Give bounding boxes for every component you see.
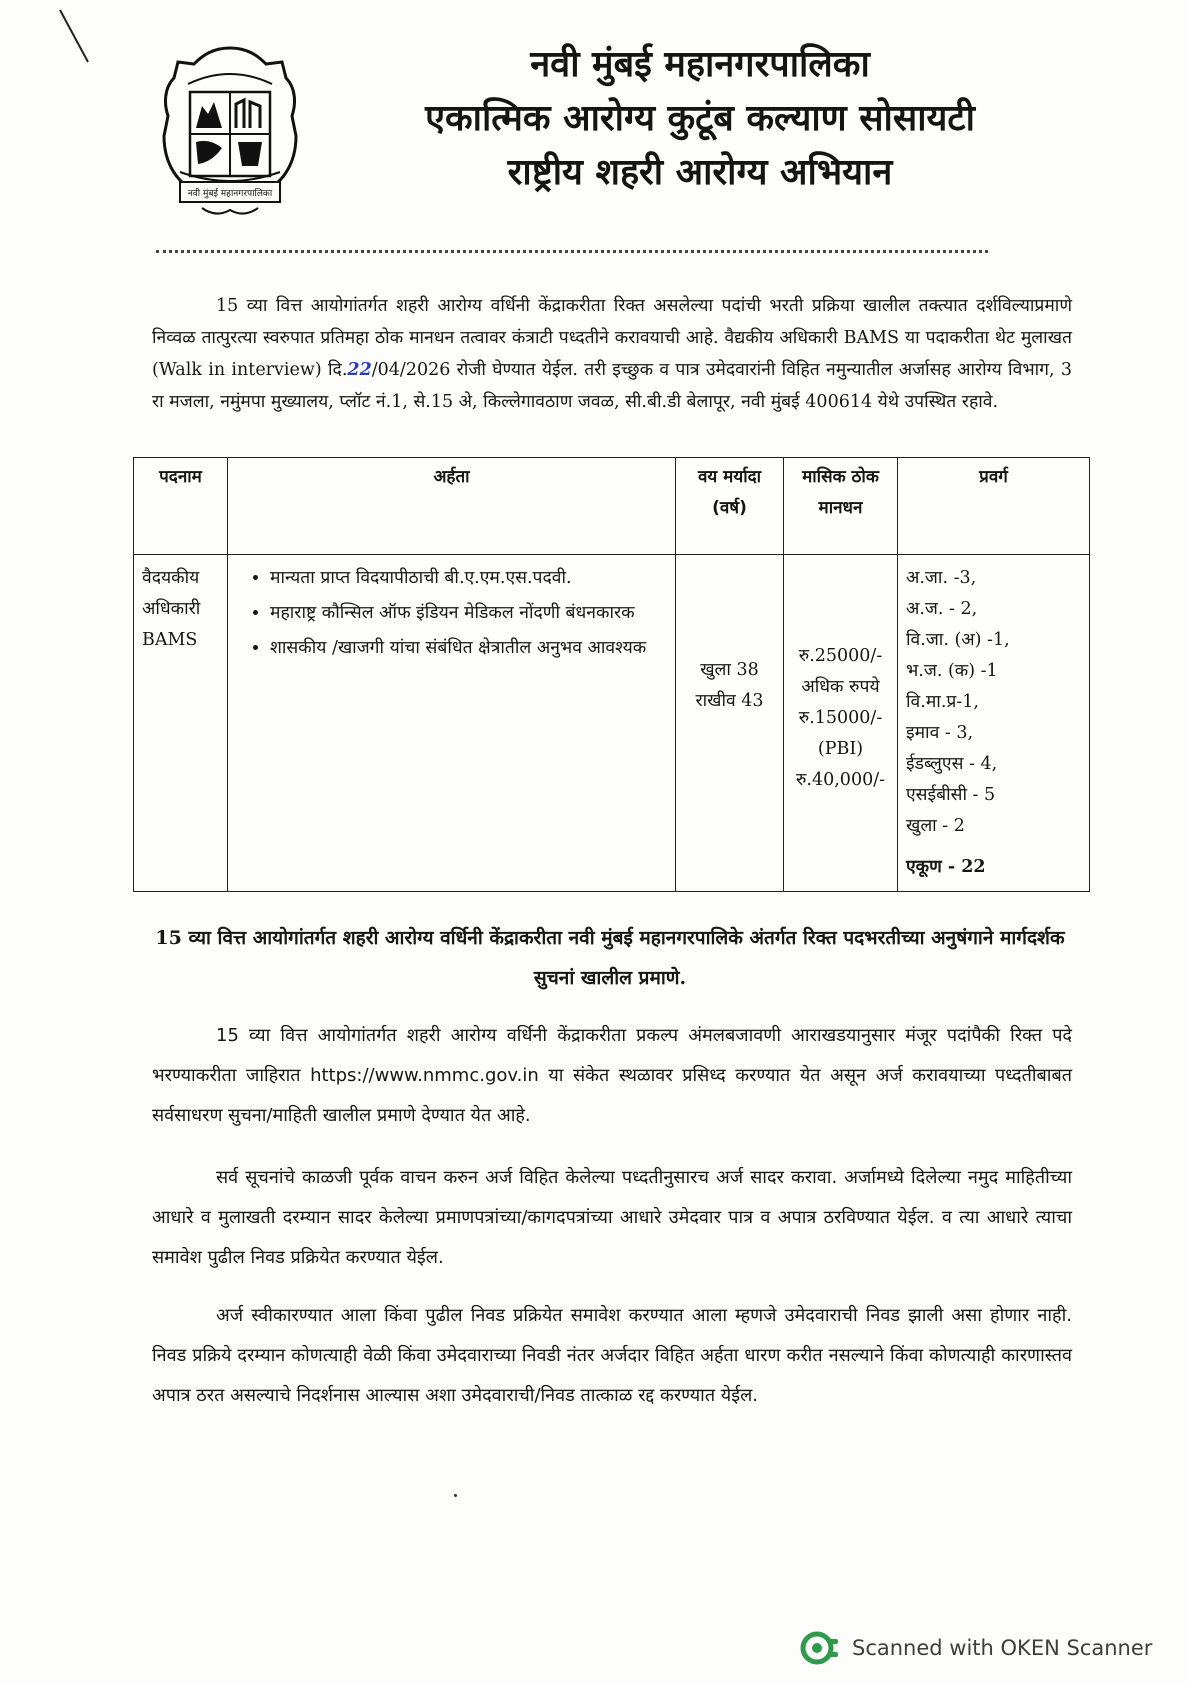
- scanner-watermark: [800, 1630, 1152, 1666]
- header-divider: [156, 250, 988, 253]
- watermark-text: Scanned with OKEN Scanner: [852, 1636, 1153, 1660]
- category-line: वि.जा. (अ) -1,: [906, 630, 1010, 650]
- header-line-2: एकात्मिक आरोग्य कुटूंब कल्याण सोसायटी: [425, 98, 975, 139]
- table-header-row: [134, 458, 1090, 555]
- table-row: [134, 555, 1090, 892]
- qualification-item: • मान्यता प्राप्त विदयापीठाची बी.ए.एम.एस.पदवी.: [270, 563, 667, 594]
- post-line: अधिकारी: [142, 599, 201, 619]
- pay-line: रु.25000/-: [798, 646, 883, 666]
- category-line: अ.जा. -3,: [906, 568, 977, 588]
- handwritten-date: 22: [347, 360, 372, 380]
- qualification-item: • शासकीय /खाजगी यांचा संबंधित क्षेत्रातील अनुभव आवश्यक: [270, 633, 667, 664]
- document-header: [380, 38, 1020, 200]
- category-line: इमाव - 3,: [906, 723, 974, 743]
- header-qualification: अर्हता: [228, 458, 676, 555]
- intro-text-part1: 15 व्या वित्त आयोगांतर्गत शहरी आरोग्य वर्धिनी केंद्राकरीता रिक्त असलेल्या पदांची भरती प्रक्रिया खालील तक्त्यात दर्शविल्याप्रमाणे निव्वळ तात्पुरत्या स्वरुपात प्रतिमहा ठोक मानधन तत्वावर कंत्राटी पध्दतीने करावयाची आहे. वैद्यकीय अधिकारी BAMS या पदाकरीता थेट मुलाखत (Walk in interview) दि.: [152, 296, 1072, 380]
- pay-line: रु.40,000/-: [795, 770, 886, 790]
- category-total: एकूण - 22: [906, 857, 986, 877]
- category-line: ईडब्लुएस - 4,: [906, 754, 998, 774]
- category-line: वि.मा.प्र-1,: [906, 692, 979, 712]
- qualification-cell: [228, 555, 676, 892]
- age-open: खुला 38: [700, 660, 759, 680]
- pay-cell: [784, 555, 898, 892]
- category-line: भ.ज. (क) -1: [906, 661, 998, 681]
- intro-paragraph: [152, 290, 1072, 418]
- post-line: BAMS: [142, 630, 198, 650]
- header-post: पदनाम: [134, 458, 228, 555]
- qualification-item: • महाराष्ट्र कौन्सिल ऑफ इंडियन मेडिकल नोंदणी बंधनकारक: [270, 598, 667, 629]
- emblem-motto: नवी मुंबई महानगरपालिका: [187, 189, 273, 199]
- pay-line: (PBI): [817, 739, 864, 759]
- pay-line: अधिक रुपये: [801, 677, 880, 697]
- intro-text-part2: /04/2026 रोजी घेण्यात येईल. तरी इच्छुक व पात्र उमेदवारांनी विहित नमुन्यातील अर्जासह आरोग्य विभाग, 3 रा मजला, नमुंमपा मुख्यालय, प्लॉट नं.1, से.15 अे, किल्लेगावठाण जवळ, सी.बी.डी बेलापूर, नवी मुंबई 400614 येथे उपस्थित रहावे.: [152, 360, 1073, 412]
- post-line: वैदयकीय: [142, 568, 200, 588]
- category-line: एसईबीसी - 5: [906, 785, 996, 805]
- header-monthly-pay: मासिक ठोक मानधन: [784, 458, 898, 555]
- age-reserved: राखीव 43: [695, 691, 764, 711]
- header-line-1: नवी मुंबई महानगरपालिका: [530, 44, 870, 85]
- scan-speck: [454, 1494, 457, 1497]
- category-cell: [898, 555, 1090, 892]
- guideline-paragraph-2: सर्व सूचनांचे काळजी पूर्वक वाचन करुन अर्ज विहित केलेल्या पध्दतीनुसारच अर्ज सादर करावा. अर्जामध्ये दिलेल्या नमुद माहितीच्या आधारे व मुलाखती दरम्यान सादर केलेल्या प्रमाणपत्रांच्या/कागदपत्रांच्या आधारे उमेदवार पात्र व अपात्र ठरविण्यात येईल. व त्या आधारे त्याचा समावेश पुढील निवड प्रक्रियेत करण्यात येईल.: [152, 1167, 1072, 1268]
- header-line-3: राष्ट्रीय शहरी आरोग्य अभियान: [507, 152, 893, 193]
- header-age-limit: वय मर्यादा (वर्ष): [676, 458, 784, 555]
- guideline-paragraph-3: अर्ज स्वीकारण्यात आला किंवा पुढील निवड प्रक्रियेत समावेश करण्यात आला म्हणजे उमेदवाराची निवड झाली असा होणार नाही. निवड प्रक्रिये दरम्यान कोणत्याही वेळी किंवा उमेदवाराच्या निवडी नंतर अर्जदार विहित अर्हता धारण करीत नसल्याने किंवा कोणत्याही कारणास्तव अपात्र ठरत असल्याचे निदर्शनास आल्यास अशा उमेदवाराची/निवड तात्काळ रद्द करण्यात येईल.: [152, 1305, 1072, 1406]
- pen-stroke-mark: [58, 8, 92, 66]
- oken-scanner-logo-icon: [800, 1631, 840, 1665]
- header-category: प्रवर्ग: [898, 458, 1090, 555]
- nmmc-emblem-logo: [162, 44, 298, 220]
- post-cell: [134, 555, 228, 892]
- vacancy-table: [133, 457, 1090, 892]
- category-line: अ.ज. - 2,: [906, 599, 978, 619]
- age-cell: [676, 555, 784, 892]
- guideline-paragraph-1: 15 व्या वित्त आयोगांतर्गत शहरी आरोग्य वर्धिनी केंद्राकरीता प्रकल्प अंमलबजावणी आराखडयानुसार मंजूर पदांपैकी रिक्त पदे भरण्याकरीता जाहिरात https://www.nmmc.gov.in या संकेत स्थळावर प्रसिध्द करण्यात येत असून अर्ज करावयाच्या पध्दतीबाबत सर्वसाधरण सुचना/माहिती खालील प्रमाणे देण्यात येत आहे.: [152, 1025, 1072, 1126]
- guidelines-heading: 15 व्या वित्त आयोगांतर्गत शहरी आरोग्य वर्धिनी केंद्राकरीता नवी मुंबई महानगरपालिके अंतर्गत रिक्त पदभरतीच्या अनुषंगाने मार्गदर्शक सुचनां खालील प्रमाणे.: [155, 927, 1065, 989]
- category-line: खुला - 2: [906, 816, 965, 836]
- pay-line: रु.15000/-: [798, 708, 883, 728]
